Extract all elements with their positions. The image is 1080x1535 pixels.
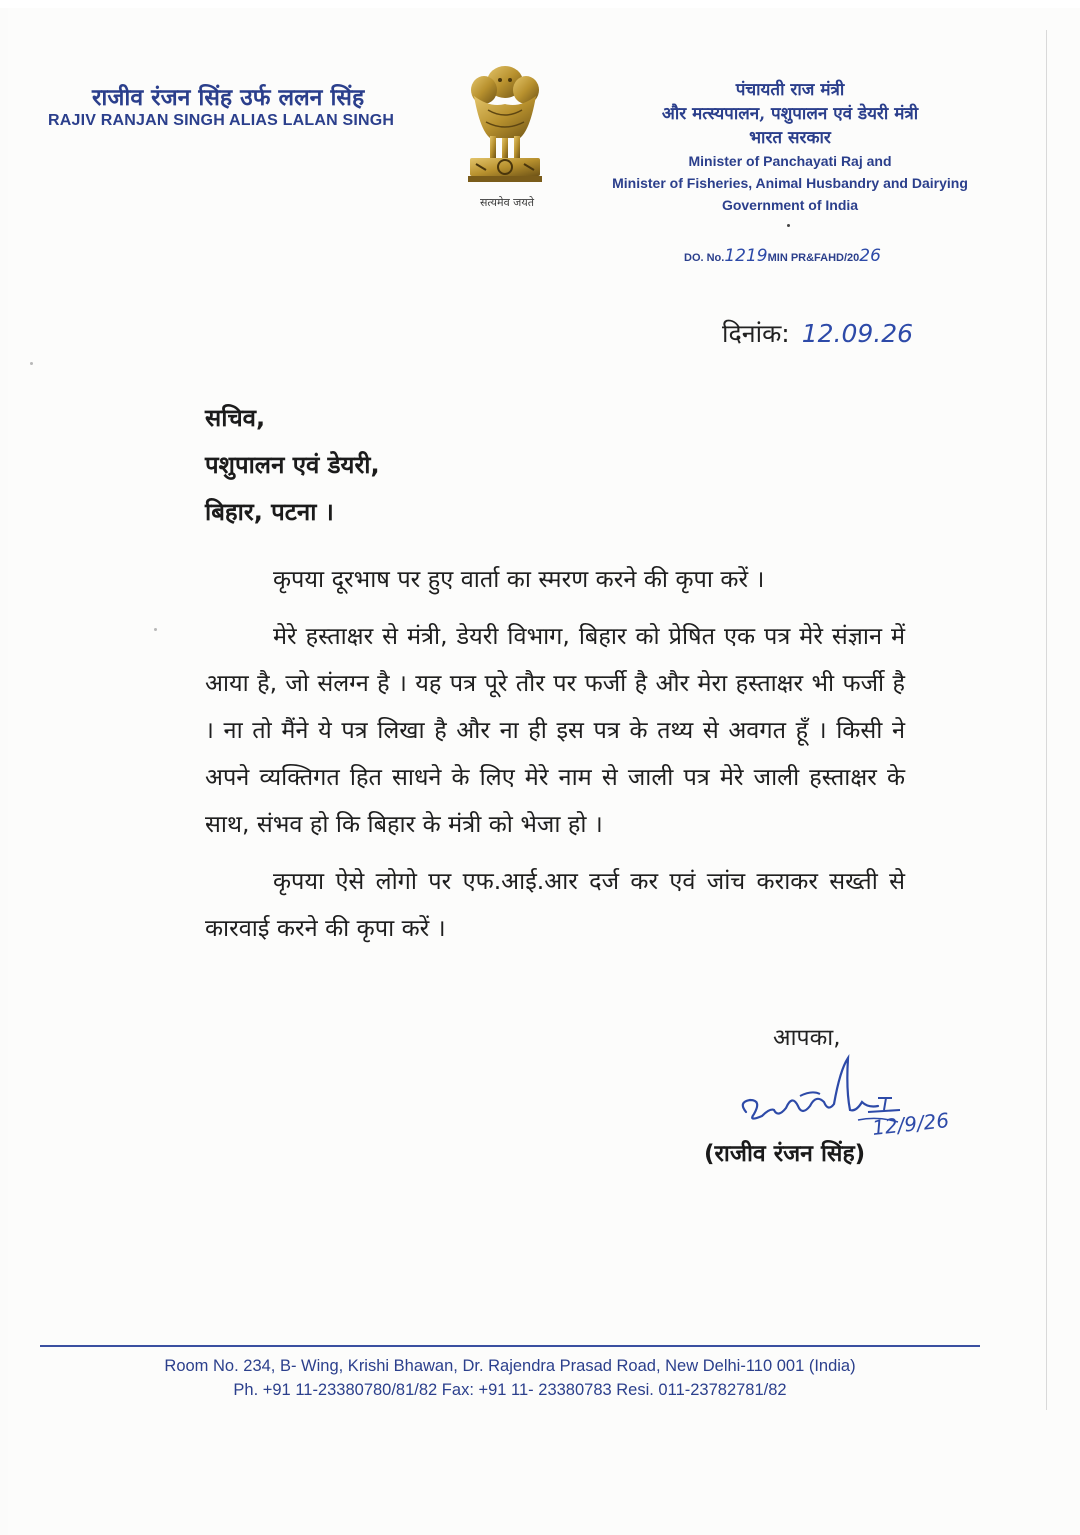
date-value-handwritten: 12.09.26	[801, 319, 914, 348]
scan-speck	[30, 362, 33, 365]
designation-hindi-line: भारत सरकार	[749, 128, 831, 148]
footer-contact	[40, 1354, 980, 1402]
do-number-handwritten: 1219	[724, 246, 768, 266]
body-paragraph: कृपया दूरभाष पर हुए वार्ता का स्मरण करने की कृपा करें ।	[273, 565, 765, 593]
addressee-line: पशुपालन एवं डेयरी,	[205, 451, 380, 479]
minister-name-hindi: राजीव रंजन सिंह उर्फ ललन सिंह	[92, 84, 365, 111]
do-middle: MIN PR&FAHD/20	[767, 252, 860, 264]
signer-name: (राजीव रंजन सिंह)	[704, 1141, 866, 1167]
designation-english-line: Minister of Panchayati Raj and	[688, 153, 892, 169]
designation-english-line: Minister of Fisheries, Animal Husbandry and Dairying	[612, 175, 968, 191]
letter-body	[205, 556, 905, 952]
scan-top-margin	[0, 0, 1080, 8]
signature-date-handwritten: 12/9/26	[870, 1108, 951, 1140]
addressee-block	[205, 395, 380, 536]
footer-address: Room No. 234, B- Wing, Krishi Bhawan, Dr. Rajendra Prasad Road, New Delhi-110 001 (India)	[164, 1357, 856, 1375]
do-prefix: DO. No.	[684, 252, 725, 264]
ink-dot	[787, 224, 790, 227]
closing-salutation: आपका,	[773, 1025, 841, 1051]
body-paragraph: कृपया ऐसे लोगो पर एफ.आई.आर दर्ज कर एवं जांच कराकर सख्ती से कारवाई करने की कृपा करें ।	[205, 867, 905, 942]
designation-block	[600, 78, 980, 216]
minister-name-english: RAJIV RANJAN SINGH ALIAS LALAN SINGH	[48, 112, 395, 129]
designation-hindi-line: और मत्स्यपालन, पशुपालन एवं डेयरी मंत्री	[661, 104, 919, 124]
scan-speck	[154, 628, 157, 631]
designation-english-line: Government of India	[721, 197, 859, 213]
letter-date	[722, 316, 913, 350]
body-paragraph: मेरे हस्ताक्षर से मंत्री, डेयरी विभाग, बिहार को प्रेषित एक पत्र मेरे संज्ञान में आया है, जो संलग्न है । यह पत्र पूरे तौर पर फर्जी है और मेरा हस्ताक्षर भी फर्जी है । ना तो मैंने ये पत्र लिखा है और ना ही इस पत्र के तथ्य से अवगत हूँ । किसी ने अपने व्यक्तिगत हित साधने के लिए मेरे नाम से जाली पत्र मेरे जाली हस्ताक्षर के साथ, संभव हो कि बिहार के मंत्री को भेजा हो ।	[205, 622, 905, 838]
do-year-handwritten: 26	[859, 246, 881, 266]
date-label: दिनांक:	[722, 319, 790, 348]
emblem-motto: सत्यमेव जयते	[479, 196, 534, 209]
document-number	[684, 246, 881, 266]
national-emblem-icon	[460, 60, 550, 210]
addressee-line: बिहार, पटना ।	[205, 498, 334, 526]
addressee-line: सचिव,	[205, 404, 266, 432]
designation-hindi-line: पंचायती राज मंत्री	[735, 80, 845, 100]
scan-edge-shadow	[1046, 30, 1047, 1410]
footer-phones: Ph. +91 11-23380780/81/82 Fax: +91 11- 23380783 Resi. 011-23782781/82	[233, 1381, 787, 1399]
footer-divider	[40, 1345, 980, 1347]
